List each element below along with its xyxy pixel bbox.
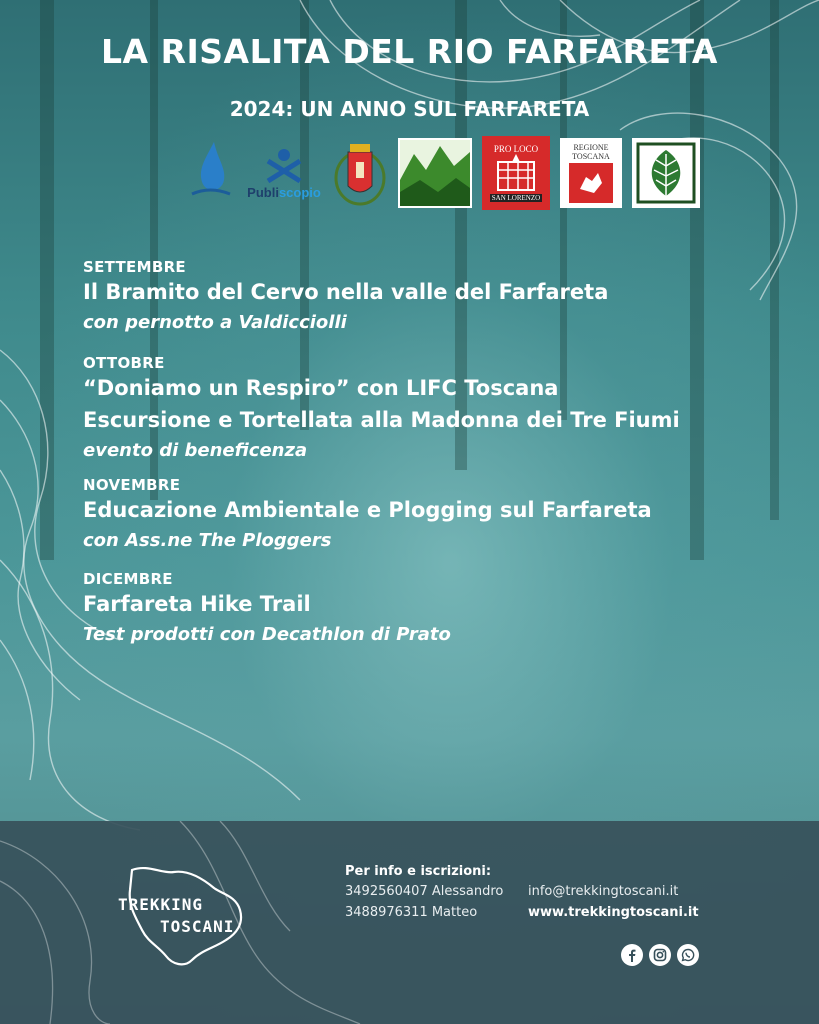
water-drop-logo-icon	[184, 138, 236, 208]
proloco-label-bottom: SAN LORENZO	[491, 194, 541, 202]
event-title: Educazione Ambientale e Plogging sul Farfareta	[83, 498, 652, 522]
event-title-line2: Escursione e Tortellata alla Madonna dei Tre Fiumi	[83, 408, 680, 432]
event-note: Test prodotti con Decathlon di Prato	[83, 624, 451, 645]
instagram-icon[interactable]	[649, 944, 671, 966]
proloco-label-top: PRO LOCO	[493, 144, 539, 154]
event-title: Farfareta Hike Trail	[83, 592, 311, 616]
event-note: con Ass.ne The Ploggers	[83, 530, 332, 551]
poster-title: LA RISALITA DEL RIO FARFARETA	[101, 32, 718, 71]
brand-line2: TOSCANI	[160, 917, 235, 936]
poster-subtitle: 2024: UN ANNO SUL FARFARETA	[229, 97, 590, 121]
trekking-toscani-logo	[118, 860, 253, 970]
event-month: OTTOBRE	[83, 354, 165, 372]
event-title: “Doniamo un Respiro” con LIFC Toscana	[83, 376, 559, 400]
phone-alessandro[interactable]: 3492560407 Alessandro	[345, 884, 504, 899]
publiscopo-logo-icon: Publiscopio	[244, 138, 324, 208]
comune-crest-icon	[332, 138, 388, 208]
email-link[interactable]: info@trekkingtoscani.it	[528, 884, 679, 899]
regione-label-top: REGIONE	[573, 143, 609, 152]
events-list	[83, 258, 783, 650]
regione-toscana-logo-icon	[560, 138, 622, 208]
phone-matteo[interactable]: 3488976311 Matteo	[345, 905, 478, 920]
event-item	[83, 476, 783, 556]
whatsapp-icon[interactable]	[677, 944, 699, 966]
event-month: NOVEMBRE	[83, 476, 181, 494]
event-item	[83, 258, 783, 338]
event-item	[83, 354, 783, 466]
info-heading: Per info e iscrizioni:	[345, 864, 492, 879]
event-item	[83, 570, 783, 650]
regione-label-bottom: TOSCANA	[572, 152, 610, 161]
brand-line1: TREKKING	[118, 895, 204, 914]
facebook-icon[interactable]	[621, 944, 643, 966]
website-link[interactable]: www.trekkingtoscani.it	[528, 905, 699, 920]
event-note: con pernotto a Valdicciolli	[83, 312, 347, 333]
event-note: evento di beneficenza	[83, 440, 308, 461]
leaf-logo-icon	[632, 138, 700, 208]
proloco-logo-icon	[482, 136, 550, 210]
event-title: Il Bramito del Cervo nella valle del Farfareta	[83, 280, 609, 304]
mountain-park-logo-icon	[398, 138, 472, 208]
event-month: SETTEMBRE	[83, 258, 186, 276]
event-month: DICEMBRE	[83, 570, 173, 588]
